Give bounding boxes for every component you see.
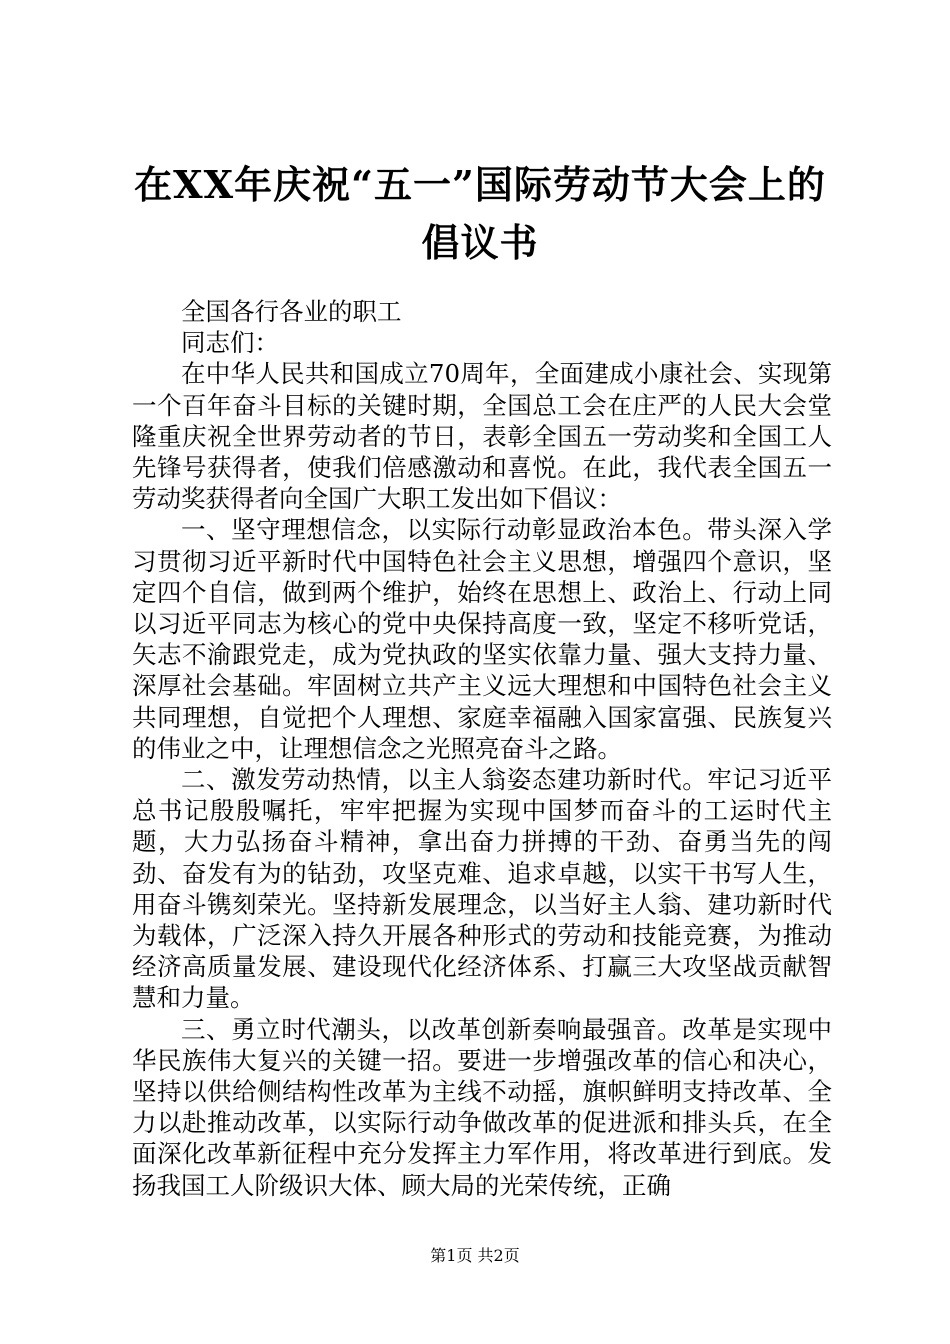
paragraph-1: 一、坚守理想信念，以实际行动彰显政治本色。带头深入学习贯彻习近平新时代中国特色社会主义思想，增强四个意识，坚定四个自信，做到两个维护，始终在思想上、政治上、行动上同以习近平同志为核心的党中央保持高度一致，坚定不移听党话，矢志不渝跟党走，成为党执政的坚实依靠力量、强大支持力量、深厚社会基础。牢固树立共产主义远大理想和中国特色社会主义共同理想，自觉把个人理想、家庭幸福融入国家富强、民族复兴的伟业之中，让理想信念之光照亮奋斗之路。 bbox=[132, 515, 832, 763]
document-body bbox=[132, 296, 832, 1201]
paragraph-3: 三、勇立时代潮头，以改革创新奏响最强音。改革是实现中华民族伟大复兴的关键一招。要进一步增强改革的信心和决心，坚持以供给侧结构性改革为主线不动摇，旗帜鲜明支持改革、全力以赴推动改革，以实际行动争做改革的促进派和排头兵，在全面深化改革新征程中充分发挥主力军作用，将改革进行到底。发扬我国工人阶级识大体、顾大局的光荣传统，正确 bbox=[132, 1014, 832, 1200]
paragraph-2: 二、激发劳动热情，以主人翁姿态建功新时代。牢记习近平总书记殷殷嘱托，牢牢把握为实现中国梦而奋斗的工运时代主题，大力弘扬奋斗精神，拿出奋力拼搏的干劲、奋勇当先的闯劲、奋发有为的钻劲，攻坚克难、追求卓越，以实干书写人生，用奋斗镌刻荣光。坚持新发展理念，以当好主人翁、建功新时代为载体，广泛深入持久开展各种形式的劳动和技能竞赛，为推动经济高质量发展、建设现代化经济体系、打赢三大攻坚战贡献智慧和力量。 bbox=[132, 765, 832, 1013]
page-number-footer: 第1页 共2页 bbox=[430, 1246, 520, 1265]
document-title: 在XX年庆祝“五一”国际劳动节大会上的倡议书 bbox=[134, 162, 826, 265]
paragraph-intro: 在中华人民共和国成立70周年，全面建成小康社会、实现第一个百年奋斗目标的关键时期，全国总工会在庄严的人民大会堂隆重庆祝全世界劳动者的节日，表彰全国五一劳动奖和全国工人先锋号获得者，使我们倍感激动和喜悦。在此，我代表全国五一劳动奖获得者向全国广大职工发出如下倡议： bbox=[132, 359, 832, 514]
salutation-recipients: 全国各行各业的职工 bbox=[181, 297, 402, 326]
salutation-greeting: 同志们： bbox=[181, 328, 279, 358]
